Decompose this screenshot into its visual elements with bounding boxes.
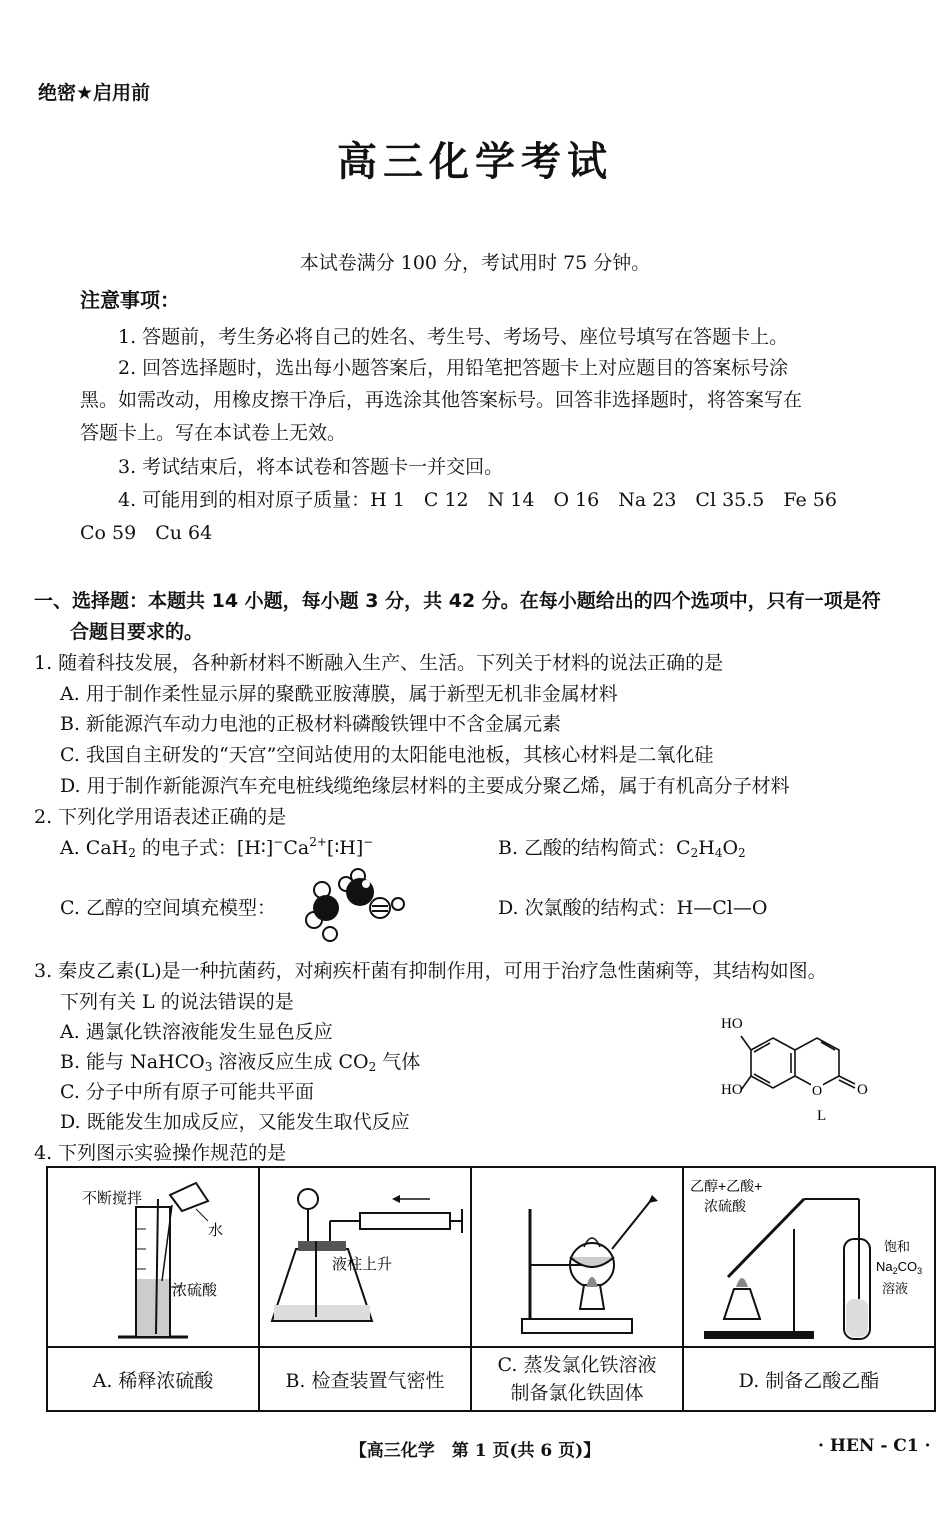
q3-option-a: A. 遇氯化铁溶液能发生显色反应 <box>60 1021 333 1043</box>
structure-ho-bottom: HO <box>721 1082 743 1098</box>
q2-a-charge-1: − <box>273 835 284 849</box>
label-liquid-rise: 液柱上升 <box>332 1256 393 1273</box>
notes-item-2-line-2: 黑。如需改动，用橡皮擦干净后，再选涂其他答案标号。回答非选择题时，将答案写在 <box>80 389 803 411</box>
q3-b-text: B. 能与 NaHCO <box>60 1051 205 1073</box>
label-conc-acid: 浓硫酸 <box>172 1282 218 1299</box>
q3-option-b <box>60 1047 420 1074</box>
section-1-heading-line-1: 一、选择题：本题共 14 小题，每小题 3 分，共 42 分。在每小题给出的四个选项中，只有一项是符 <box>34 590 881 612</box>
caption-c <box>471 1347 683 1411</box>
caption-a: A. 稀释浓硫酸 <box>47 1347 259 1411</box>
structure-carbonyl-o: O <box>857 1082 868 1098</box>
notes-heading: 注意事项： <box>80 288 180 312</box>
notes-item-4-line-1: 4. 可能用到的相对原子质量：H 1 C 12 N 14 O 16 Na 23 Cl 35.5 Fe 56 <box>118 489 837 511</box>
q2-a-ca: Ca <box>283 837 310 859</box>
notes-item-3: 3. 考试结束后，将本试卷和答题卡一并交回。 <box>118 456 504 478</box>
notes-item-4-line-2: Co 59 Cu 64 <box>80 522 213 544</box>
q3-b-sub-1: 3 <box>204 1060 213 1074</box>
q3-stem-line-2: 下列有关 L 的说法错误的是 <box>60 991 294 1013</box>
q1-option-a: A. 用于制作柔性显示屏的聚酰亚胺薄膜，属于新型无机非金属材料 <box>60 683 618 705</box>
exam-intro: 本试卷满分 100 分，考试用时 75 分钟。 <box>299 252 651 274</box>
label-na2co3: $Na_2CO_3$ <box>876 1259 923 1276</box>
label-reagents-1: 乙醇+乙酸+ <box>690 1178 763 1194</box>
structure-ring-o: O <box>812 1084 823 1099</box>
q2-a-text: A. CaH <box>60 837 129 859</box>
confidential-label: 绝密★启用前 <box>38 82 151 104</box>
q2-option-a <box>60 833 373 860</box>
experiment-d-image <box>683 1167 935 1347</box>
q2-b-sub-1: 2 <box>690 846 699 860</box>
caption-b: B. 检查装置气密性 <box>259 1347 471 1411</box>
notes-item-1: 1. 答题前，考生务必将自己的姓名、考生号、考场号、座位号填写在答题卡上。 <box>118 326 789 348</box>
q3-b-mid: 溶液反应生成 CO <box>212 1051 369 1073</box>
section-1-heading-line-2: 合题目要求的。 <box>70 621 204 643</box>
q1-option-b: B. 新能源汽车动力电池的正极材料磷酸铁锂中不含金属元素 <box>60 713 562 735</box>
label-stir: 不断搅拌 <box>82 1190 143 1207</box>
experiment-a-image <box>47 1167 259 1347</box>
q3-option-d: D. 既能发生加成反应，又能发生取代反应 <box>60 1111 410 1133</box>
caption-c-line-2: 制备氯化铁固体 <box>510 1382 644 1404</box>
experiment-c-image <box>471 1167 683 1347</box>
q2-b-h: H <box>698 837 715 859</box>
q2-a-sub: 2 <box>128 846 136 860</box>
q2-a-end: [∶H] <box>326 837 364 859</box>
q2-option-c: C. 乙醇的空间填充模型： <box>60 897 276 919</box>
q2-a-mid: 的电子式：[H∶] <box>135 837 274 859</box>
q2-stem: 2. 下列化学用语表述正确的是 <box>34 806 287 828</box>
esculetin-structure <box>715 1010 885 1130</box>
structure-label: L <box>817 1108 827 1124</box>
q3-option-c: C. 分子中所有原子可能共平面 <box>60 1081 314 1103</box>
label-solution: 溶液 <box>882 1281 909 1296</box>
caption-d: D. 制备乙酸乙酯 <box>683 1347 935 1411</box>
q2-b-o: O <box>722 837 739 859</box>
label-saturated: 饱和 <box>884 1239 911 1254</box>
q1-stem: 1. 随着科技发展，各种新材料不断融入生产、生活。下列关于材料的说法正确的是 <box>34 652 724 674</box>
q2-a-charge-2: 2+ <box>309 835 327 849</box>
q1-option-d: D. 用于制作新能源汽车充电桩线缆绝缘层材料的主要成分聚乙烯，属于有机高分子材料 <box>60 775 790 797</box>
q1-option-c: C. 我国自主研发的“天宫”空间站使用的太阳能电池板，其核心材料是二氧化硅 <box>60 744 714 766</box>
experiment-b-image <box>259 1167 471 1347</box>
ethanol-space-filling-model <box>292 864 422 944</box>
notes-item-2-line-3: 答题卡上。写在本试卷上无效。 <box>80 422 347 444</box>
caption-c-line-1: C. 蒸发氯化铁溶液 <box>497 1354 657 1376</box>
q2-b-sub-2: 4 <box>714 846 723 860</box>
q2-b-text: B. 乙酸的结构简式：C <box>498 837 691 859</box>
page-footer: 【高三化学 第 1 页(共 6 页)】 <box>349 1441 601 1461</box>
label-reagents-2: 浓硫酸 <box>704 1198 746 1214</box>
label-water: 水 <box>208 1222 224 1239</box>
q2-option-b <box>498 833 746 860</box>
page-code: · HEN - C1 · <box>818 1436 931 1456</box>
q2-option-d: D. 次氯酸的结构式：H—Cl—O <box>498 897 768 919</box>
q3-b-end: 气体 <box>376 1051 421 1073</box>
q3-b-sub-2: 2 <box>368 1060 377 1074</box>
notes-item-2-line-1: 2. 回答选择题时，选出每小题答案后，用铅笔把答题卡上对应题目的答案标号涂 <box>118 357 789 379</box>
q2-b-sub-3: 2 <box>738 846 746 860</box>
q4-stem: 4. 下列图示实验操作规范的是 <box>34 1142 287 1164</box>
exam-title: 高三化学考试 <box>337 139 613 185</box>
q4-experiment-table <box>46 1166 936 1412</box>
structure-ho-top: HO <box>721 1016 743 1032</box>
q3-stem-line-1: 3. 秦皮乙素(L)是一种抗菌药，对痢疾杆菌有抑制作用，可用于治疗急性菌痢等，其结构如图。 <box>34 960 827 982</box>
q2-a-charge-3: − <box>363 835 374 849</box>
